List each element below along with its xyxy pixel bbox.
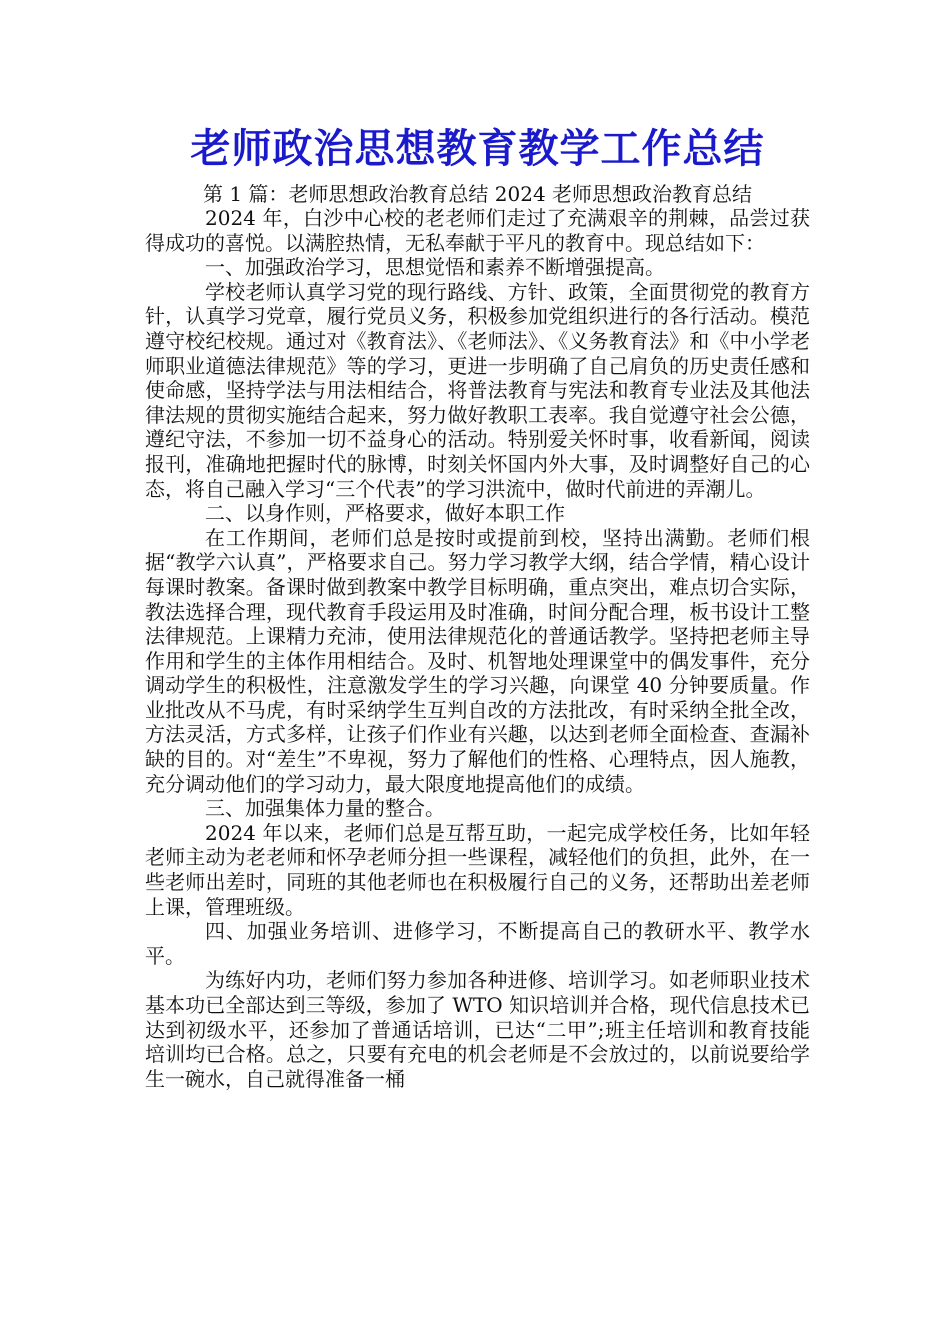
paragraph-section-3: 2024 年以来，老师们总是互帮互助，一起完成学校任务，比如年轻老师主动为老老师和怀孕老师分担一些课程，减轻他们的负担，此外，在一些老师出差时，同班的其他老师也在积极履行自己的义务，还帮助出差老师上课，管理班级。 [145,820,810,919]
paragraph-section-1: 学校老师认真学习党的现行路线、方针、政策，全面贯彻党的教育方针，认真学习党章，履行党员义务，积极参加党组织进行的各行活动。模范遵守校纪校规。通过对《教育法》、《老师法》、《义务教育法》和《中小学老师职业道德法律规范》等的学习，更进一步明确了自己肩负的历史责任感和使命感，坚持学法与用法相结合，将普法教育与宪法和教育专业法及其他法律法规的贯彻实施结合起来，努力做好教职工表率。我自觉遵守社会公德，遵纪守法，不参加一切不益身心的活动。特别爱关怀时事，收看新闻，阅读报刊，准确地把握时代的脉博，时刻关怀国内外大事，及时调整好自己的心态，将自己融入学习“三个代表”的学习洪流中，做时代前进的弄潮儿。 [145,279,810,501]
section-heading-3: 三、加强集体力量的整合。 [205,796,445,821]
paragraph-section-2: 在工作期间，老师们总是按时或提前到校，坚持出满勤。老师们根据“教学六认真”，严格要求自己。努力学习教学大纲，结合学情，精心设计每课时教案。备课时做到教案中教学目标明确，重点突出，难点切合实际，教法选择合理，现代教育手段运用及时准确，时间分配合理，板书设计工整法律规范。上课精力充沛，使用法律规范化的普通话教学。坚持把老师主导作用和学生的主体作用相结合。及时、机智地处理课堂中的偶发事件，充分调动学生的积极性，注意激发学生的学习兴趣，向课堂 40 分钟要质量。作业批改从不马虎，有时采纳学生互判自改的方法批改，有时采纳全批全改，方法灵活，方式多样，让孩子们作业有兴趣，以达到老师全面检查、查漏补缺的目的。对“差生”不卑视，努力了解他们的性格、心理特点，因人施教，充分调动他们的学习动力，最大限度地提高他们的成绩。 [145,525,810,796]
section-heading-2: 二、以身作则，严格要求，做好本职工作 [205,501,565,526]
document-title: 老师政治思想教育教学工作总结 [190,126,765,172]
section-heading-1: 一、加强政治学习，思想觉悟和素养不断增强提高。 [205,255,665,280]
document-subtitle: 第 1 篇：老师思想政治教育总结 2024 老师思想政治教育总结 [202,182,753,206]
paragraph-section-4: 为练好内功，老师们努力参加各种进修、培训学习。如老师职业技术基本功已全部达到三等级，参加了 WTO 知识培训并合格，现代信息技术已达到初级水平，还参加了普通话培训，已达“二甲”;班主任培训和教育技能培训均已合格。总之，只要有充电的机会老师是不会放过的，以前说要给学生一碗水，自己就得准备一桶 [145,968,810,1091]
paragraph-intro: 2024 年，白沙中心校的老老师们走过了充满艰辛的荆棘，品尝过获得成功的喜悦。以满腔热情，无私奉献于平凡的教育中。现总结如下： [145,206,810,255]
section-heading-4: 四、加强业务培训、进修学习，不断提高自己的教研水平、教学水平。 [145,919,810,968]
document-page [145,120,810,1091]
